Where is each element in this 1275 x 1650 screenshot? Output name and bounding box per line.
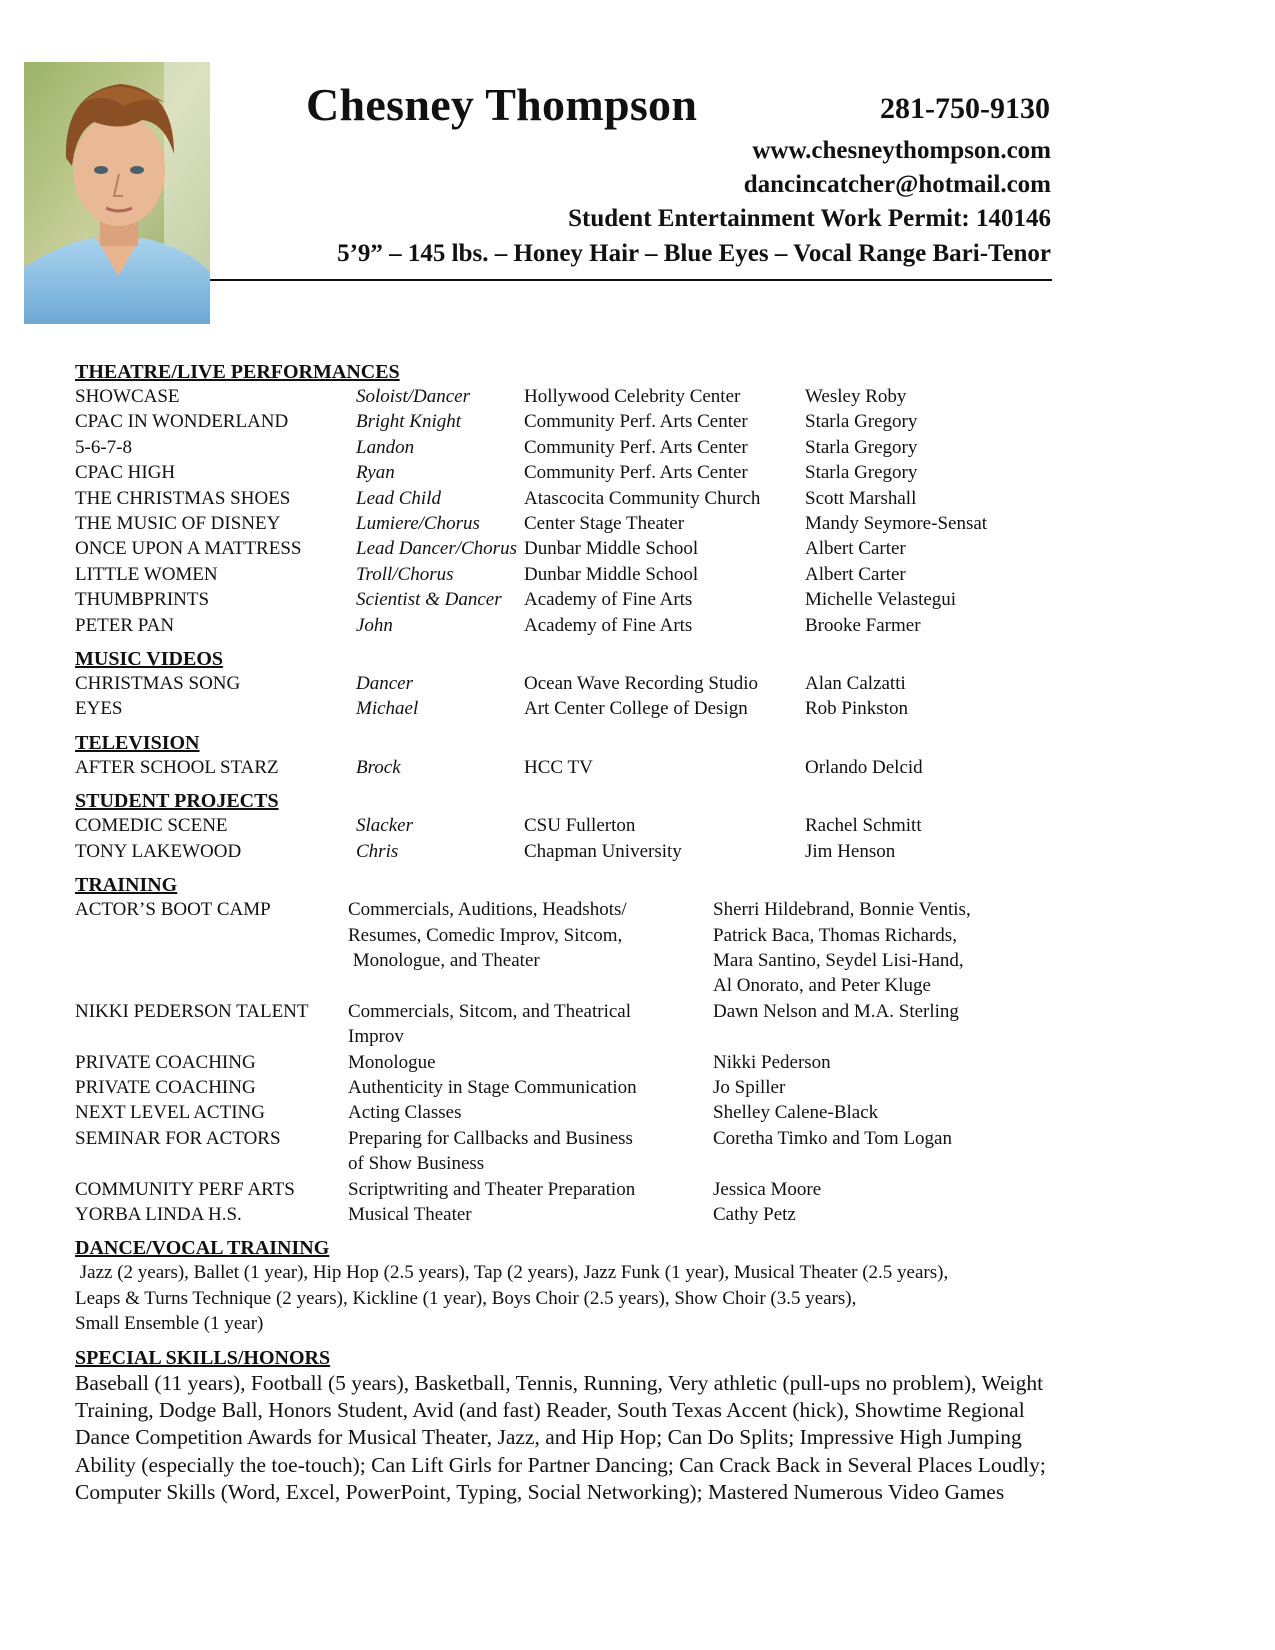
credit-show: THUMBPRINTS (75, 589, 210, 611)
credit-show: SHOWCASE (75, 386, 180, 407)
training-teachers (713, 897, 1215, 999)
credit-row (75, 384, 1215, 409)
training-teacher-line: Cathy Petz (713, 1203, 796, 1225)
training-list (75, 897, 1215, 1227)
credit-show: TONY LAKEWOOD (75, 840, 242, 862)
student-project-credits (75, 813, 1215, 864)
credit-role: Landon (356, 436, 415, 458)
training-teacher-line: Nikki Pederson (713, 1051, 831, 1073)
training-subject-line: Improv (348, 1026, 404, 1048)
training-school: NEXT LEVEL ACTING (75, 1102, 265, 1124)
resume-body (75, 360, 1215, 1507)
training-row (75, 1126, 1215, 1177)
training-teacher-line: Jo Spiller (713, 1076, 786, 1098)
credit-role: Dancer (356, 673, 413, 695)
training-teachers (713, 1075, 1215, 1100)
training-row (75, 1177, 1215, 1202)
applicant-name: Chesney Thompson (306, 79, 698, 130)
credit-role: Lead Child (356, 487, 441, 509)
website-link[interactable]: www.chesneythompson.com (752, 137, 1051, 164)
training-school: PRIVATE COACHING (75, 1051, 256, 1073)
credit-show: THE CHRISTMAS SHOES (75, 487, 291, 509)
credit-venue: Hollywood Celebrity Center (524, 386, 741, 407)
training-teacher-line: Coretha Timko and Tom Logan (713, 1127, 952, 1149)
credit-row (75, 511, 1215, 536)
training-subjects (348, 1100, 713, 1125)
training-subject-line: Acting Classes (348, 1102, 462, 1124)
phone-number: 281-750-9130 (880, 92, 1050, 125)
training-subjects (348, 1202, 713, 1227)
training-teachers (713, 1050, 1215, 1075)
credit-row (75, 587, 1215, 612)
section-heading-training: TRAINING (75, 874, 178, 897)
credit-show: ONCE UPON A MATTRESS (75, 538, 302, 560)
credit-venue: Chapman University (524, 840, 682, 862)
headshot-illustration (24, 62, 210, 324)
credit-show: CHRISTMAS SONG (75, 673, 241, 695)
training-subjects (348, 999, 713, 1050)
training-subject-line: Authenticity in Stage Communication (348, 1076, 637, 1098)
training-teachers (713, 1202, 1215, 1227)
training-subject-line: Monologue (348, 1051, 436, 1073)
credit-director: Wesley Roby (805, 386, 907, 407)
training-teachers (713, 1100, 1215, 1125)
credit-director: Michelle Velastegui (805, 589, 957, 611)
training-subjects (348, 1126, 713, 1177)
training-subjects (348, 897, 713, 999)
headshot-photo (24, 62, 210, 324)
training-teacher-line: Dawn Nelson and M.A. Sterling (713, 1000, 959, 1022)
training-subject-line: Commercials, Auditions, Headshots/ (348, 899, 627, 921)
credit-show: AFTER SCHOOL STARZ (75, 756, 279, 778)
training-row (75, 1202, 1215, 1227)
credit-director: Rachel Schmitt (805, 815, 922, 837)
credit-role: Troll/Chorus (356, 563, 454, 585)
credit-director: Rob Pinkston (805, 698, 908, 720)
skills-line: Dance Competition Awards for Musical Theater, Jazz, and Hip Hop; Can Do Splits; Impressive High Jumping (75, 1425, 1022, 1450)
training-teachers (713, 1177, 1215, 1202)
training-row (75, 897, 1215, 999)
training-teacher-line: Jessica Moore (713, 1178, 822, 1200)
credit-show: COMEDIC SCENE (75, 815, 228, 837)
credit-row (75, 613, 1215, 638)
training-teachers (713, 1126, 1215, 1177)
section-heading-special-skills: SPECIAL SKILLS/HONORS (75, 1346, 331, 1369)
credit-role: Ryan (356, 462, 395, 484)
credit-row (75, 435, 1215, 460)
training-school: YORBA LINDA H.S. (75, 1203, 242, 1225)
dance-vocal-line: Small Ensemble (1 year) (75, 1313, 264, 1335)
training-teacher-line: Mara Santino, Seydel Lisi-Hand, (713, 949, 964, 971)
credit-role: John (356, 614, 393, 636)
credit-director: Scott Marshall (805, 487, 917, 509)
credit-director: Brooke Farmer (805, 614, 921, 636)
credit-row (75, 562, 1215, 587)
credit-row (75, 813, 1215, 838)
training-school: ACTOR’S BOOT CAMP (75, 899, 271, 921)
training-school: PRIVATE COACHING (75, 1076, 256, 1098)
work-permit: Student Entertainment Work Permit: 140146 (568, 205, 1051, 232)
credit-row (75, 486, 1215, 511)
credit-director: Starla Gregory (805, 436, 918, 458)
credit-show: CPAC HIGH (75, 462, 176, 484)
credit-venue: Ocean Wave Recording Studio (524, 673, 758, 695)
training-teachers (713, 999, 1215, 1050)
section-heading-television: TELEVISION (75, 731, 200, 754)
section-heading-dance-vocal: DANCE/VOCAL TRAINING (75, 1237, 330, 1260)
training-school: COMMUNITY PERF ARTS (75, 1178, 295, 1200)
credit-role: Lead Dancer/Chorus (356, 538, 517, 560)
special-skills-text (75, 1370, 1115, 1507)
theatre-credits (75, 384, 1215, 638)
training-school: SEMINAR FOR ACTORS (75, 1127, 281, 1149)
music-video-credits (75, 671, 1215, 722)
credit-director: Mandy Seymore-Sensat (805, 513, 988, 535)
credit-row (75, 696, 1215, 721)
credit-role: Bright Knight (356, 411, 462, 433)
section-heading-theatre: THEATRE/LIVE PERFORMANCES (75, 361, 400, 383)
credit-role: Chris (356, 840, 399, 862)
physical-stats: 5’9” – 145 lbs. – Honey Hair – Blue Eyes – Vocal Range Bari-Tenor (337, 240, 1051, 267)
dance-vocal-line: Jazz (2 years), Ballet (1 year), Hip Hop (2.5 years), Tap (2 years), Jazz Funk (1 year), Musical Theater (2.5 years), (75, 1262, 949, 1284)
credit-role: Scientist & Dancer (356, 589, 502, 611)
credit-role: Slacker (356, 815, 413, 837)
credit-venue: Center Stage Theater (524, 513, 685, 535)
training-row (75, 1100, 1215, 1125)
credit-show: THE MUSIC OF DISNEY (75, 513, 281, 535)
credit-show: CPAC IN WONDERLAND (75, 411, 289, 433)
training-teacher-line: Al Onorato, and Peter Kluge (713, 975, 931, 997)
skills-line: Baseball (11 years), Football (5 years), Basketball, Tennis, Running, Very athletic (pull-ups no problem), Weight (75, 1370, 1044, 1395)
training-row (75, 1050, 1215, 1075)
credit-venue: Dunbar Middle School (524, 538, 699, 560)
training-teacher-line: Shelley Calene-Black (713, 1102, 879, 1124)
credit-director: Albert Carter (805, 563, 906, 585)
credit-row (75, 839, 1215, 864)
training-subject-line: Resumes, Comedic Improv, Sitcom, (348, 924, 623, 946)
training-teacher-line: Patrick Baca, Thomas Richards, (713, 924, 957, 946)
credit-row (75, 460, 1215, 485)
header-divider (210, 279, 1052, 281)
credit-venue: Academy of Fine Arts (524, 589, 693, 611)
credit-director: Alan Calzatti (805, 673, 906, 695)
training-subject-line: of Show Business (348, 1153, 485, 1175)
credit-show: EYES (75, 698, 123, 720)
training-subject-line: Commercials, Sitcom, and Theatrical (348, 1000, 631, 1022)
credit-venue: Dunbar Middle School (524, 563, 699, 585)
training-teacher-line: Sherri Hildebrand, Bonnie Ventis, (713, 899, 971, 921)
credit-venue: HCC TV (524, 756, 593, 778)
credit-row (75, 409, 1215, 434)
training-subjects (348, 1050, 713, 1075)
section-heading-music-videos: MUSIC VIDEOS (75, 648, 223, 671)
training-subjects (348, 1177, 713, 1202)
credit-director: Orlando Delcid (805, 756, 923, 778)
credit-venue: Community Perf. Arts Center (524, 462, 748, 484)
training-subject-line: Musical Theater (348, 1203, 472, 1225)
credit-row (75, 536, 1215, 561)
training-row (75, 999, 1215, 1050)
training-subject-line: Monologue, and Theater (348, 949, 540, 971)
credit-show: LITTLE WOMEN (75, 563, 218, 585)
credit-venue: Atascocita Community Church (524, 487, 761, 509)
dance-vocal-line: Leaps & Turns Technique (2 years), Kickline (1 year), Boys Choir (2.5 years), Show Choir (3.5 years), (75, 1287, 857, 1309)
television-credits (75, 755, 1215, 780)
credit-role: Soloist/Dancer (356, 386, 470, 407)
training-subject-line: Scriptwriting and Theater Preparation (348, 1178, 636, 1200)
credit-show: 5-6-7-8 (75, 436, 132, 458)
training-subjects (348, 1075, 713, 1100)
training-school: NIKKI PEDERSON TALENT (75, 1000, 309, 1022)
training-row (75, 1075, 1215, 1100)
credit-venue: Art Center College of Design (524, 698, 748, 720)
credit-row (75, 671, 1215, 696)
credit-venue: Academy of Fine Arts (524, 614, 693, 636)
credit-venue: Community Perf. Arts Center (524, 411, 748, 433)
credit-venue: CSU Fullerton (524, 815, 636, 837)
dance-vocal-text (75, 1260, 995, 1336)
section-heading-student-projects: STUDENT PROJECTS (75, 790, 279, 813)
training-subject-line: Preparing for Callbacks and Business (348, 1127, 633, 1149)
skills-line: Ability (especially the toe-touch); Can Lift Girls for Partner Dancing; Can Crack Back in Several Places Loudly; (75, 1452, 1046, 1477)
credit-show: PETER PAN (75, 614, 175, 636)
credit-director: Jim Henson (805, 840, 896, 862)
credit-role: Michael (356, 698, 419, 720)
credit-row (75, 755, 1215, 780)
skills-line: Computer Skills (Word, Excel, PowerPoint, Typing, Social Networking); Mastered Numerous Video Games (75, 1480, 1005, 1505)
credit-role: Brock (356, 756, 401, 778)
credit-director: Starla Gregory (805, 462, 918, 484)
credit-director: Starla Gregory (805, 411, 918, 433)
credit-director: Albert Carter (805, 538, 906, 560)
email-link[interactable]: dancincatcher@hotmail.com (743, 171, 1051, 198)
skills-line: Training, Dodge Ball, Honors Student, Avid (and fast) Reader, South Texas Accent (hick), Showtime Regional (75, 1398, 1025, 1422)
credit-venue: Community Perf. Arts Center (524, 436, 748, 458)
credit-role: Lumiere/Chorus (356, 513, 480, 535)
